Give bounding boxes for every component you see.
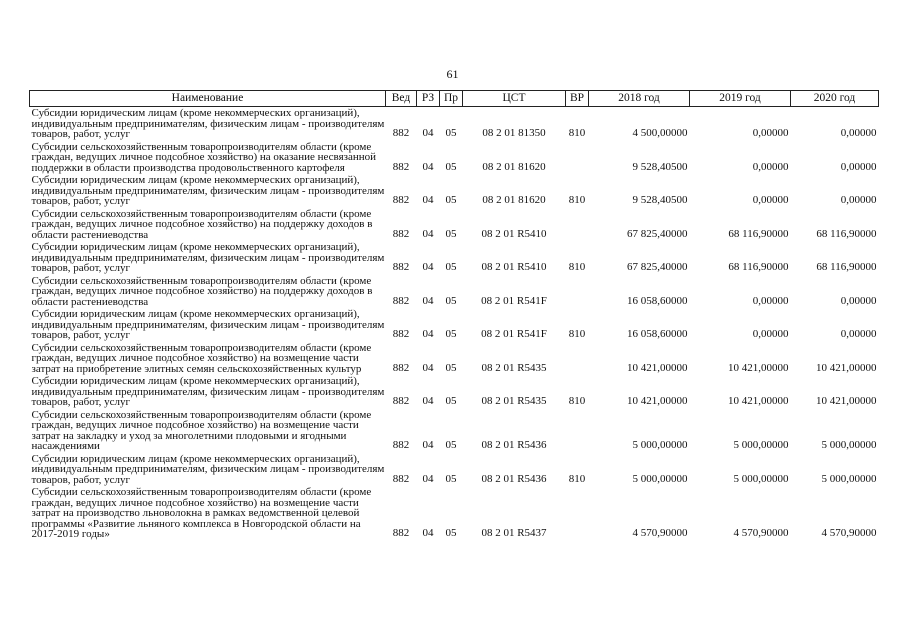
cell-vr	[566, 486, 589, 541]
header-name: Наименование	[30, 91, 386, 107]
cell-2020: 5 000,00000	[821, 439, 877, 451]
cell-name: Субсидии юридическим лицам (кроме некоммерческих организаций), индивидуальным предпринимателям, физическим лицам - производителям товаров, работ, услуг	[31, 452, 385, 486]
cell-cst: 08 2 01 R5435	[481, 395, 547, 407]
cell-2020: 68 116,90000	[816, 227, 877, 240]
cell-2019: 10 421,00000	[728, 361, 789, 374]
cell-2019: 0,00000	[752, 194, 789, 206]
cell-2020: 10 421,00000	[816, 361, 877, 374]
cell-name: Субсидии сельскохозяйственным товаропроизводителям области (кроме граждан, ведущих личное подсобное хозяйство) на возмещение части затрат на приобретение элитных семян сельскохозяйственных культур	[31, 341, 372, 375]
cell-2019: 0,00000	[752, 328, 789, 340]
cell-ved: 882	[392, 127, 410, 139]
cell-2018: 67 825,40000	[627, 227, 688, 240]
cell-pr: 05	[445, 527, 457, 539]
cell-2020: 10 421,00000	[816, 395, 877, 407]
header-cst: ЦСТ	[463, 91, 566, 107]
cell-cst: 08 2 01 R5410	[481, 261, 547, 273]
cell-vr: 810	[568, 261, 586, 273]
cell-2018: 4 570,90000	[632, 527, 688, 539]
cell-2020: 0,00000	[840, 194, 877, 206]
cell-2018: 5 000,00000	[632, 472, 688, 485]
table-row	[30, 453, 879, 487]
cell-vr	[566, 409, 589, 453]
cell-name: Субсидии юридическим лицам (кроме некоммерческих организаций), индивидуальным предпринимателям, физическим лицам - производителям товаров, работ, услуг	[31, 107, 385, 140]
header-pr: Пр	[440, 91, 463, 107]
cell-rz: 04	[422, 160, 434, 173]
table-row	[30, 486, 879, 541]
cell-2020: 0,00000	[840, 127, 877, 139]
cell-cst: 08 2 01 81620	[482, 160, 546, 173]
header-2019: 2019 год	[690, 91, 791, 107]
table-row	[30, 174, 879, 208]
cell-2020: 0,00000	[840, 328, 877, 340]
table-row	[30, 409, 879, 453]
cell-pr: 05	[445, 160, 457, 173]
cell-2018: 5 000,00000	[632, 439, 688, 451]
cell-pr: 05	[445, 294, 457, 307]
table-row	[30, 141, 879, 175]
header-2020: 2020 год	[791, 91, 879, 107]
cell-rz: 04	[422, 328, 434, 340]
cell-2019: 0,00000	[752, 294, 789, 307]
page-number: 61	[446, 67, 459, 81]
cell-ved: 882	[392, 472, 410, 485]
table-row	[30, 107, 879, 141]
cell-ved: 882	[392, 527, 410, 539]
table-row	[30, 375, 879, 409]
cell-name: Субсидии юридическим лицам (кроме некоммерческих организаций), индивидуальным предпринимателям, физическим лицам - производителям товаров, работ, услуг	[31, 241, 385, 274]
cell-name: Субсидии сельскохозяйственным товаропроизводителям области (кроме граждан, ведущих личное подсобное хозяйство) на возмещение части затрат на закладку и уход за многолетними плодовыми и ягодными насаждениями	[31, 408, 372, 452]
cell-pr: 05	[445, 328, 457, 340]
cell-2018: 67 825,40000	[627, 261, 688, 273]
cell-2019: 68 116,90000	[728, 261, 789, 273]
cell-cst: 08 2 01 R5436	[481, 472, 547, 485]
cell-pr: 05	[445, 361, 457, 374]
cell-ved: 882	[392, 194, 410, 206]
cell-ved: 882	[392, 160, 410, 173]
cell-name: Субсидии юридическим лицам (кроме некоммерческих организаций), индивидуальным предпринимателям, физическим лицам - производителям товаров, работ, услуг	[31, 375, 385, 408]
cell-name: Субсидии сельскохозяйственным товаропроизводителям области (кроме граждан, ведущих личное подсобное хозяйство) на возмещение части затрат на производство льноволокна в рамках ведомственной целевой программы «Развитие льняного комплекса в Новгородской области на 2017-2019 годы»	[31, 486, 372, 540]
cell-cst: 08 2 01 R5436	[481, 439, 547, 451]
header-rz: РЗ	[417, 91, 440, 107]
cell-name: Субсидии сельскохозяйственным товаропроизводителям области (кроме граждан, ведущих личное подсобное хозяйство) на поддержку доходов в области растениеводства	[31, 207, 373, 241]
cell-vr	[566, 141, 589, 175]
header-vr: ВР	[566, 91, 589, 107]
cell-2018: 9 528,40500	[632, 160, 688, 173]
cell-2020: 5 000,00000	[821, 472, 877, 485]
cell-cst: 08 2 01 81620	[482, 194, 546, 206]
cell-2019: 10 421,00000	[728, 395, 789, 407]
cell-ved: 882	[392, 361, 410, 374]
cell-vr: 810	[568, 395, 586, 407]
cell-vr: 810	[568, 194, 586, 206]
cell-2018: 10 421,00000	[627, 395, 688, 407]
cell-pr: 05	[445, 472, 457, 485]
budget-table	[29, 90, 879, 541]
cell-pr: 05	[445, 395, 457, 407]
cell-2018: 16 058,60000	[627, 328, 688, 340]
cell-2019: 68 116,90000	[728, 227, 789, 240]
cell-pr: 05	[445, 439, 457, 451]
cell-rz: 04	[422, 227, 434, 240]
cell-rz: 04	[422, 361, 434, 374]
cell-pr: 05	[445, 127, 457, 139]
cell-2018: 9 528,40500	[632, 194, 688, 206]
cell-2020: 4 570,90000	[821, 527, 877, 539]
cell-pr: 05	[445, 227, 457, 240]
table-row	[30, 342, 879, 376]
cell-name: Субсидии юридическим лицам (кроме некоммерческих организаций), индивидуальным предпринимателям, физическим лицам - производителям товаров, работ, услуг	[31, 308, 385, 341]
cell-ved: 882	[392, 439, 410, 451]
cell-ved: 882	[392, 328, 410, 340]
cell-name: Субсидии сельскохозяйственным товаропроизводителям области (кроме граждан, ведущих личное подсобное хозяйство) на поддержку доходов в области растениеводства	[31, 274, 373, 308]
header-ved: Вед	[386, 91, 417, 107]
cell-cst: 08 2 01 R541F	[481, 328, 547, 340]
cell-rz: 04	[422, 439, 434, 451]
cell-ved: 882	[392, 227, 410, 240]
table-row	[30, 275, 879, 309]
table-row	[30, 208, 879, 242]
cell-rz: 04	[422, 472, 434, 485]
table-row	[30, 241, 879, 275]
cell-2019: 5 000,00000	[733, 472, 789, 485]
cell-2019: 0,00000	[752, 127, 789, 139]
cell-cst: 08 2 01 R5435	[481, 361, 547, 374]
cell-2018: 16 058,60000	[627, 294, 688, 307]
cell-ved: 882	[392, 261, 410, 273]
cell-rz: 04	[422, 261, 434, 273]
table-row	[30, 308, 879, 342]
table-header-row	[30, 91, 879, 107]
cell-cst: 08 2 01 R5410	[481, 227, 547, 240]
cell-rz: 04	[422, 194, 434, 206]
cell-vr	[566, 208, 589, 242]
cell-rz: 04	[422, 294, 434, 307]
cell-pr: 05	[445, 261, 457, 273]
cell-vr: 810	[568, 472, 586, 485]
cell-cst: 08 2 01 81350	[482, 127, 546, 139]
cell-name: Субсидии сельскохозяйственным товаропроизводителям области (кроме граждан, ведущих личное подсобное хозяйство) на оказание несвязанной поддержки в области производства продовольственного картофеля	[31, 140, 377, 174]
cell-2020: 0,00000	[840, 294, 877, 307]
cell-cst: 08 2 01 R541F	[481, 294, 547, 307]
cell-2020: 68 116,90000	[816, 261, 877, 273]
cell-cst: 08 2 01 R5437	[481, 527, 547, 539]
cell-2019: 5 000,00000	[733, 439, 789, 451]
cell-2020: 0,00000	[840, 160, 877, 173]
cell-vr: 810	[568, 127, 586, 139]
cell-2018: 4 500,00000	[632, 127, 688, 139]
cell-rz: 04	[422, 527, 434, 539]
cell-vr	[566, 342, 589, 376]
cell-ved: 882	[392, 395, 410, 407]
cell-rz: 04	[422, 127, 434, 139]
cell-pr: 05	[445, 194, 457, 206]
cell-2019: 4 570,90000	[733, 527, 789, 539]
cell-2018: 10 421,00000	[627, 361, 688, 374]
cell-2019: 0,00000	[752, 160, 789, 173]
header-2018: 2018 год	[589, 91, 690, 107]
cell-name: Субсидии юридическим лицам (кроме некоммерческих организаций), индивидуальным предпринимателям, физическим лицам - производителям товаров, работ, услуг	[31, 174, 385, 207]
cell-ved: 882	[392, 294, 410, 307]
cell-vr: 810	[568, 328, 586, 340]
cell-rz: 04	[422, 395, 434, 407]
cell-vr	[566, 275, 589, 309]
table-body	[30, 107, 879, 541]
